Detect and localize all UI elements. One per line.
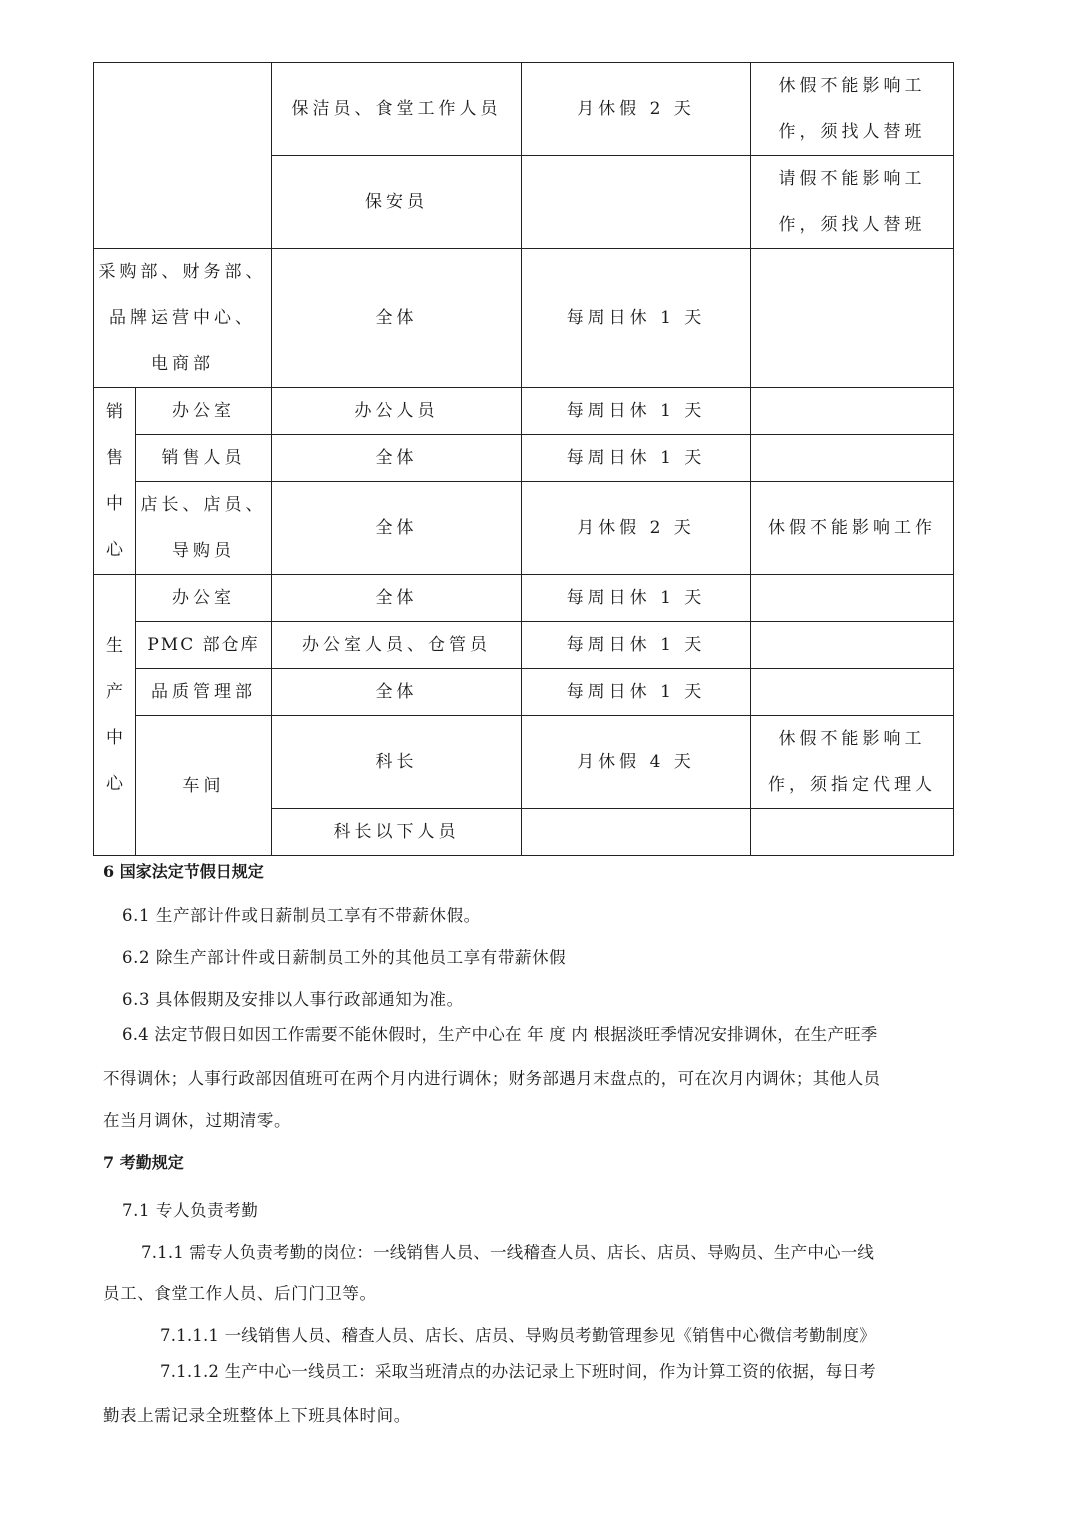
table-cell-leave: 每周日休 1 天: [522, 249, 751, 388]
table-cell-roles: 办公人员: [272, 388, 522, 435]
center-char: 产: [106, 682, 123, 702]
table-row: [94, 249, 954, 388]
section-7-heading: 7 考勤规定: [103, 1153, 184, 1172]
table-cell-roles: 全体: [272, 575, 522, 622]
table-row: [94, 622, 954, 669]
table-cell-note: [751, 63, 954, 156]
table-cell-empty: [94, 63, 272, 249]
center-char: 中: [106, 728, 123, 748]
note-line: 作，须找人替班: [778, 215, 926, 235]
center-char: 心: [106, 540, 123, 560]
table-cell-leave: 月休假 4 天: [522, 716, 751, 809]
table-cell-leave: 每周日休 1 天: [522, 575, 751, 622]
table-cell-sub: PMC 部仓库: [136, 622, 272, 669]
table-cell-roles: 保洁员、食堂工作人员: [272, 63, 522, 156]
table-cell-roles: 保安员: [272, 156, 522, 249]
table-cell-note: [751, 622, 954, 669]
table-cell-leave: 每周日休 1 天: [522, 622, 751, 669]
dept-line: 品牌运营中心、: [109, 308, 256, 328]
table-cell-dept: [94, 249, 272, 388]
paragraph-6-4-line: 不得调休；人事行政部因值班可在两个月内进行调休；财务部遇月末盘点的，可在次月内调休；其他人员: [103, 1069, 881, 1088]
paragraph-7-1: 7.1 专人负责考勤: [122, 1201, 259, 1220]
table-cell-note: [751, 669, 954, 716]
sub-line: 导购员: [172, 541, 235, 561]
paragraph-7-1-1-2-line: 勤表上需记录全班整体上下班具体时间。: [103, 1406, 411, 1425]
table-cell-sub: 销售人员: [136, 435, 272, 482]
sub-line: 店长、店员、: [140, 495, 267, 515]
table-cell-leave: 每周日休 1 天: [522, 669, 751, 716]
table-cell-leave: 月休假 2 天: [522, 482, 751, 575]
table-cell-sub: 办公室: [136, 388, 272, 435]
leave-schedule-table: [93, 62, 954, 856]
table-cell-leave: 每周日休 1 天: [522, 388, 751, 435]
note-line: 作，须指定代理人: [768, 775, 936, 795]
table-cell-sub: [136, 482, 272, 575]
table-cell-note: 休假不能影响工作: [751, 482, 954, 575]
sales-center-label: [94, 388, 136, 575]
paragraph-7-1-1-2-line: 7.1.1.2 生产中心一线员工：采取当班清点的办法记录上下班时间，作为计算工资的依据，每日考: [160, 1362, 876, 1381]
paragraph-7-1-1-1: 7.1.1.1 一线销售人员、稽查人员、店长、店员、导购员考勤管理参见《销售中心微信考勤制度》: [160, 1326, 876, 1345]
center-char: 心: [106, 774, 123, 794]
table-cell-note: [751, 388, 954, 435]
table-cell-roles: 科长: [272, 716, 522, 809]
table-row: [94, 63, 954, 156]
table-cell-roles: 全体: [272, 482, 522, 575]
table-cell-roles: 办公室人员、仓管员: [272, 622, 522, 669]
paragraph-7-1-1-line: 7.1.1 需专人负责考勤的岗位：一线销售人员、一线稽查人员、店长、店员、导购员、生产中心一线: [141, 1243, 875, 1262]
table-cell-sub: 品质管理部: [136, 669, 272, 716]
paragraph-7-1-1-line: 员工、食堂工作人员、后门门卫等。: [103, 1284, 377, 1303]
table-cell-note: [751, 156, 954, 249]
table-cell-leave: 每周日休 1 天: [522, 435, 751, 482]
table-cell-sub: 车间: [136, 716, 272, 856]
table-cell-roles: 全体: [272, 249, 522, 388]
table-cell-note: [751, 435, 954, 482]
table-cell-roles: 科长以下人员: [272, 809, 522, 856]
dept-line: 电商部: [151, 354, 214, 374]
center-char: 生: [106, 636, 123, 656]
table-cell-leave: 月休假 2 天: [522, 63, 751, 156]
section-6-heading: 6 国家法定节假日规定: [103, 862, 264, 881]
dept-line: 采购部、财务部、: [98, 262, 267, 282]
table-cell-roles: 全体: [272, 435, 522, 482]
prod-center-label: [94, 575, 136, 856]
table-cell-sub: 办公室: [136, 575, 272, 622]
table-row: [94, 575, 954, 622]
note-line: 休假不能影响工: [778, 729, 926, 749]
center-char: 中: [106, 494, 123, 514]
table-cell-leave: [522, 156, 751, 249]
paragraph-6-1: 6.1 生产部计件或日薪制员工享有不带薪休假。: [122, 906, 481, 925]
table-row: [94, 482, 954, 575]
paragraph-6-2: 6.2 除生产部计件或日薪制员工外的其他员工享有带薪休假: [122, 948, 567, 967]
table-row: [94, 435, 954, 482]
table-cell-note: [751, 809, 954, 856]
table-row: [94, 669, 954, 716]
table-cell-note: [751, 575, 954, 622]
note-line: 请假不能影响工: [778, 169, 926, 189]
paragraph-6-4-line: 6.4 法定节假日如因工作需要不能休假时，生产中心在 年 度 内 根据淡旺季情况安排调休，在生产旺季: [122, 1025, 878, 1044]
note-line: 作，须找人替班: [778, 122, 926, 142]
table-row: [94, 716, 954, 809]
table-cell-note: [751, 249, 954, 388]
table-row: [94, 388, 954, 435]
note-line: 休假不能影响工: [778, 76, 926, 96]
center-char: 售: [106, 448, 123, 468]
table-cell-note: [751, 716, 954, 809]
table-cell-roles: 全体: [272, 669, 522, 716]
paragraph-6-4-line: 在当月调休，过期清零。: [103, 1111, 292, 1130]
paragraph-6-3: 6.3 具体假期及安排以人事行政部通知为准。: [122, 990, 464, 1009]
center-char: 销: [106, 402, 123, 422]
table-cell-leave: [522, 809, 751, 856]
